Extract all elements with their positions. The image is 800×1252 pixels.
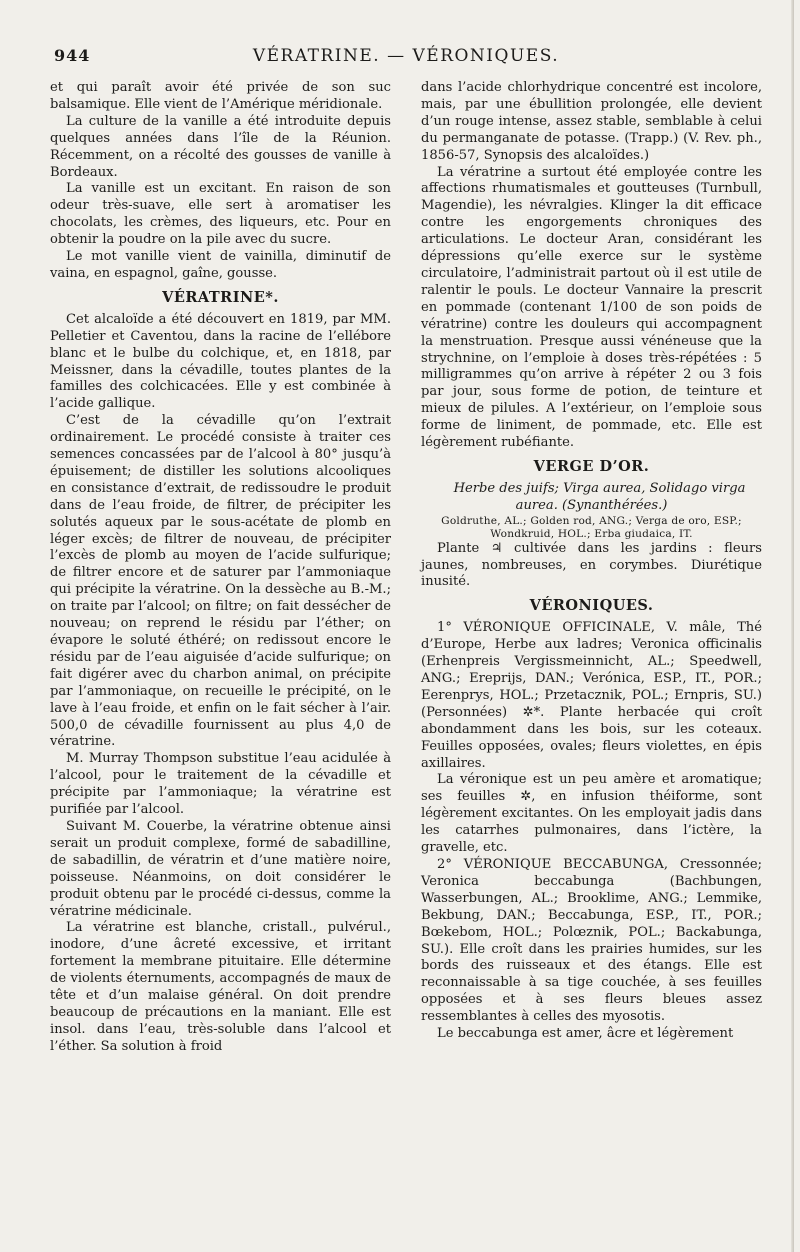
running-head	[50, 46, 762, 72]
section-heading-verge-dor: VERGE D’OR.	[533, 457, 650, 475]
section-heading-veroniques: VÉRONIQUES.	[529, 597, 654, 615]
paragraph: Le mot vanille vient de vainilla, diminutif de vaina, en espagnol, gaîne, gousse.	[50, 249, 391, 281]
paragraph: Le beccabunga est amer, âcre et légèrement	[437, 1026, 734, 1042]
paragraph: C’est de la cévadille qu’on l’extrait ordinairement. Le procédé consiste à traiter ces semences concassées par de l’alcool à 80° jusqu’à épuisement; de distiller les solutions alcooliques en consistance d’extrait, de redissoudre le produit dans de l’eau froide, de filtrer, de précipiter les solutés aqueux par le sous-acétate de plomb en léger excès; de filtrer de nouveau, de précipiter l’excès de plomb au moyen de l’acide sulfurique; de filtrer encore et de saturer par l’ammoniaque qui précipite la vératrine. On la dessèche au B.-M.; on traite par l’alcool; on filtre; on fait dessécher de nouveau; on reprend le résidu par l’éther; on évapore le soluté éthéré; on redissout encore le résidu par de l’eau aiguisée d’acide sulfurique; on fait digérer avec du charbon animal, on précipite par l’ammoniaque, on recueille le précipité, on le lave à l’eau froide, et enfin on le fait sécher à l’air. 500,0 de cévadille fournissent au plus 4,0 de vératrine.	[50, 413, 391, 750]
paragraph: La véronique est un peu amère et aromatique; ses feuilles ✲, en infusion théiforme, sont légèrement excitantes. On les employait jadis dans les catarrhes pulmonaires, dans l’ictère, la gravelle, etc.	[421, 772, 762, 856]
paragraph: 1° VÉRONIQUE OFFICINALE, V. mâle, Thé d’Europe, Herbe aux ladres; Veronica officinalis (Erhenpreis Vergissmeinnicht, AL.; Speedwell, ANG.; Ereprijs, DAN.; Verónica, ESP., IT., POR.; Eerenprys, HOL.; Przetacznik, POL.; Ernpris, SU.) (Personnées) ✲*. Plante herbacée qui croît abondamment dans les bois, sur les coteaux. Feuilles opposées, ovales; fleurs violettes, en épis axillaires.	[421, 620, 762, 771]
text-columns	[50, 80, 762, 1056]
paragraph: Cet alcaloïde a été découvert en 1819, par MM. Pelletier et Caventou, dans la racine de l’ellébore blanc et le bulbe du colchique, et, en 1818, par Meissner, dans la cévadille, toutes plantes de la familles des colchicacées. Elle y est combinée à l’acide gallique.	[50, 311, 391, 412]
paragraph: M. Murray Thompson substitue l’eau acidulée à l’alcool, pour le traitement de la cévadille et précipite par l’ammoniaque; la vératrine est purifiée par l’alcool.	[50, 751, 391, 818]
paragraph: Suivant M. Couerbe, la vératrine obtenue ainsi serait un produit complexe, formé de sabadilline, de sabadillin, de vératrin et d’une matière noire, poisseuse. Néanmoins, on doit considérer le produit obtenu par le procédé ci-dessus, comme la vératrine médicinale.	[50, 818, 391, 919]
paragraph: La vanille est un excitant. En raison de son odeur très-suave, elle sert à aromatiser les chocolats, les crèmes, des liqueurs, etc. Pour en obtenir la poudre on la pile avec du sucre.	[50, 181, 391, 248]
paragraph: 2° VÉRONIQUE BECCABUNGA, Cressonnée; Veronica beccabunga (Bachbungen, Wasserbungen, AL.; Brooklime, ANG.; Lemmike, Bekbung, DAN.; Beccabunga, ESP., IT., POR.; Bœkebom, HOL.; Polœznik, POL.; Backabunga, SU.). Elle croît dans les prairies humides, sur les bords des ruisseaux et des étangs. Elle est reconnaissable à sa tige couchée, à ses feuilles opposées et à ses fleurs bleues assez ressemblantes à celles des myosotis.	[421, 856, 762, 1025]
paragraph: Plante ♃ cultivée dans les jardins : fleurs jaunes, nombreuses, en corymbes. Diurétique inusité.	[421, 540, 762, 590]
page-fold-shadow	[791, 0, 794, 1252]
paragraph: dans l’acide chlorhydrique concentré est incolore, mais, par une ébullition prolongée, elle devient d’un rouge intense, assez stable, semblable à celui du permanganate de potasse. (Trapp.) (V. Rev. ph., 1856-57, Synopsis des alcaloïdes.)	[421, 80, 762, 163]
paragraph: La vératrine est blanche, cristall., pulvérul., inodore, d’une âcreté excessive, et irritant fortement la membrane pituitaire. Elle détermine de violents éternuments, accompagnés de maux de tête et d’un malaise général. On doit prendre beaucoup de précautions en la maniant. Elle est insol. dans l’eau, très-soluble dans l’alcool et l’éther. Sa solution à froid	[50, 920, 391, 1054]
paragraph: La vératrine a surtout été employée contre les affections rhumatismales et goutteuses (Turnbull, Magendie), les névralgies. Klinger la dit efficace contre les engorgements chroniques des articulations. Le docteur Aran, considérant les dépressions qu’elle exerce sur le système circulatoire, l’administrait partout où il est utile de ralentir le pouls. Le docteur Vannaire la prescrit en pommade (contenant 1/100 de son poids de vératrine) contre les douleurs qui accompagnent la menstruation. Presque aussi vénéneuse que la strychnine, on l’emploie à doses très-répétées : 5 milligrammes qu’on arrive à répéter 2 ou 3 fois par jour, sous forme de potion, de teinture et mieux de pilules. A l’extérieur, on l’emploie sous forme de liniment, de pommade, etc. Elle est légèrement rubéfiante.	[421, 164, 762, 451]
verge-foreign-names: Goldruthe, AL.; Golden rod, ANG.; Verga de oro, ESP.; Wondkruid, HOL.; Erba giudaica, IT.	[441, 514, 742, 540]
paragraph: et qui paraît avoir été privée de son suc balsamique. Elle vient de l’Amérique méridionale.	[50, 80, 391, 112]
paragraph: La culture de la vanille a été introduite depuis quelques années dans l’île de la Réunion. Récemment, on a récolté des gousses de vanille à Bordeaux.	[50, 113, 391, 180]
verge-synonyms: Herbe des juifs; Virga aurea, Solidago virga aurea. (Synanthérées.)	[453, 480, 746, 513]
running-title: VÉRATRINE. — VÉRONIQUES.	[252, 46, 560, 66]
right-column	[421, 80, 762, 1056]
section-heading-veratrine: VÉRATRINE*.	[162, 288, 279, 306]
left-column	[50, 80, 391, 1056]
page-number: 944	[54, 46, 91, 65]
